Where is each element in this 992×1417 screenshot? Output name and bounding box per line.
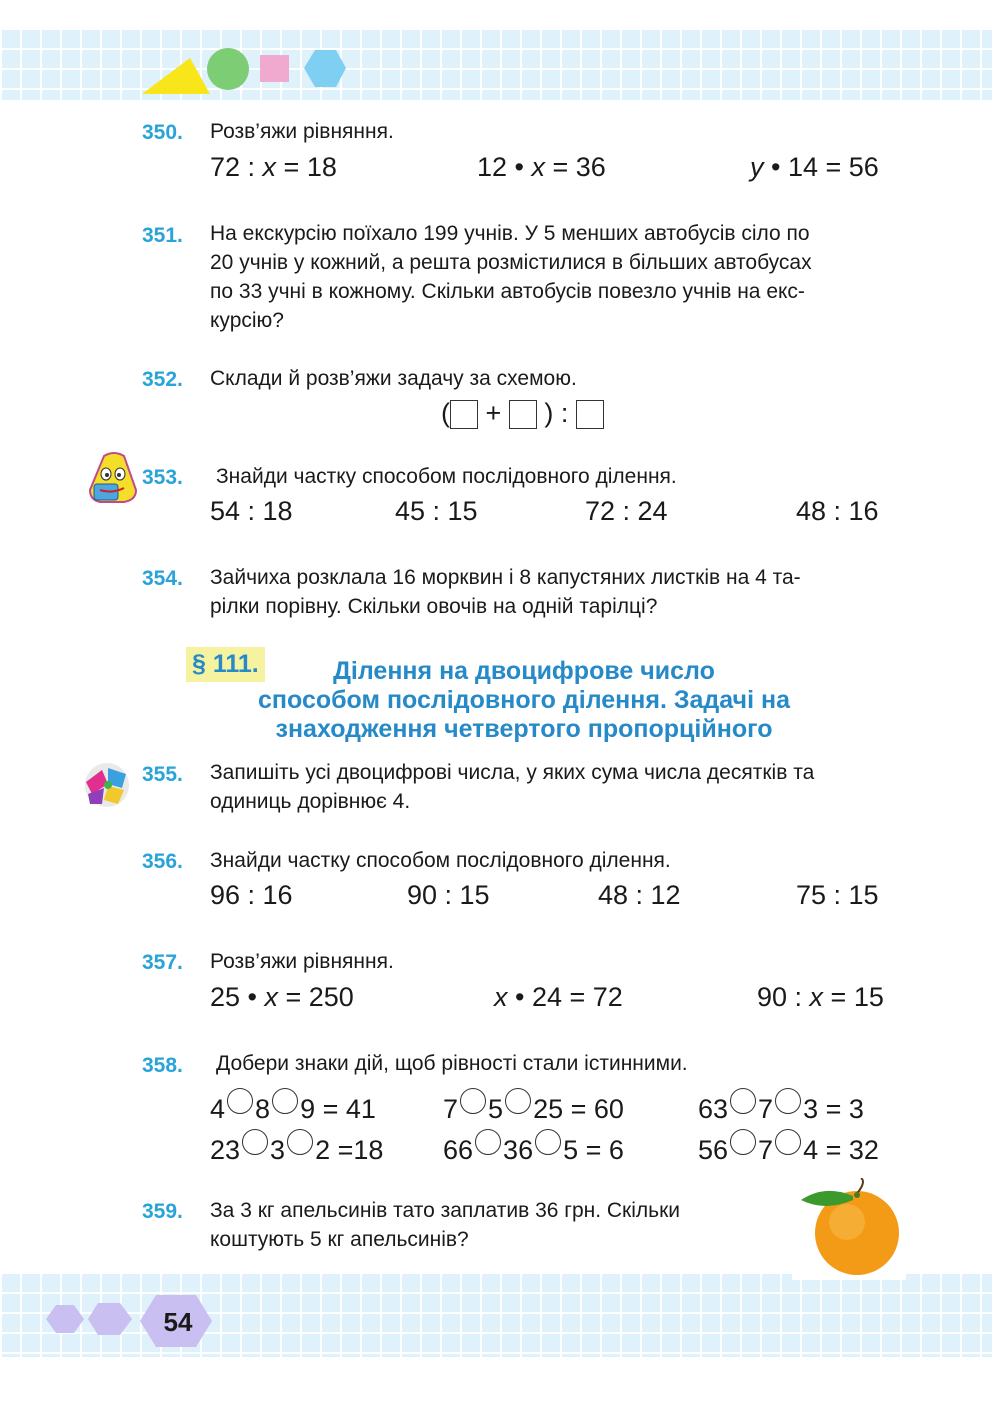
division-item: 96 : 16 (210, 880, 293, 910)
exercise-text: Зайчиха розклала 16 морквин і 8 капустяних листків на 4 та- рілки порівну. Скільки овочів на одній тарілці? (210, 566, 801, 618)
division-item: 45 : 15 (395, 496, 478, 526)
backpack-icon (84, 450, 142, 504)
shapes-decoration (138, 44, 350, 98)
blank-circle (242, 1129, 268, 1155)
circle-icon (207, 48, 249, 90)
division-item: 48 : 12 (598, 880, 681, 910)
equation: y • 14 = 56 (750, 152, 879, 182)
exercise-number: 350. (142, 121, 183, 144)
blank-circle (775, 1129, 801, 1155)
operation-puzzle: 56 7 4 = 32 (698, 1129, 879, 1166)
exercise-text: Знайди частку способом послідовного ділення. (216, 465, 677, 488)
blank-circle (730, 1129, 756, 1155)
exercise-number: 358. (142, 1054, 183, 1077)
empty-box (450, 400, 478, 429)
blank-circle (272, 1088, 298, 1114)
exercise-text: На екскурсію поїхало 199 учнів. У 5 менших автобусів сіло по 20 учнів у кожний, а решта розмістилися в більших автобусах по 33 учні в кожному. Скільки автобусів повезло учнів на екс- курсію? (210, 222, 812, 332)
exercise-number: 354. (142, 567, 183, 590)
orange-icon (795, 1178, 907, 1278)
scheme-expression: ( + ) : (441, 398, 604, 429)
operation-puzzle: 63 7 3 = 3 (698, 1088, 864, 1125)
page-number: 54 (163, 1307, 193, 1337)
operation-puzzle: 66 36 5 = 6 (443, 1129, 624, 1166)
blank-circle (730, 1088, 756, 1114)
operation-puzzle: 23 3 2 =18 (210, 1129, 383, 1166)
blank-circle (460, 1088, 486, 1114)
equation: x • 24 = 72 (494, 982, 623, 1012)
puzzle-icon (78, 760, 136, 810)
empty-box (576, 400, 604, 429)
exercise-number: 353. (142, 466, 183, 489)
equation: 72 : x = 18 (210, 152, 337, 182)
exercise-text: Добери знаки дій, щоб рівності стали істинними. (216, 1052, 688, 1075)
division-item: 72 : 24 (585, 496, 668, 526)
section-badge: § 111. (186, 647, 265, 682)
division-item: 48 : 16 (796, 496, 879, 526)
section-title: Ділення на двоцифрове число способом послідовного ділення. Задачі на знаходження четвертого пропорційного (258, 657, 790, 743)
square-icon (260, 55, 289, 82)
equation: 25 • x = 250 (210, 982, 354, 1012)
hexagon-icon (46, 1305, 84, 1333)
hexagon-icon (88, 1303, 132, 1335)
division-item: 75 : 15 (796, 880, 879, 910)
exercise-text: Розв’яжи рівняння. (210, 120, 394, 143)
hexagon-icon (304, 50, 346, 87)
exercise-text: Склади й розв’яжи задачу за схемою. (210, 367, 577, 390)
blank-circle (505, 1088, 531, 1114)
exercise-number: 359. (142, 1200, 183, 1223)
exercise-number: 352. (142, 368, 183, 391)
operation-puzzle: 7 5 25 = 60 (443, 1088, 624, 1125)
empty-box (509, 400, 537, 429)
triangle-icon (142, 58, 210, 94)
equation: 12 • x = 36 (477, 152, 606, 182)
blank-circle (227, 1088, 253, 1114)
exercise-number: 356. (142, 850, 183, 873)
exercise-number: 357. (142, 951, 183, 974)
exercise-text: За 3 кг апельсинів тато заплатив 36 грн. Скільки коштують 5 кг апельсинів? (210, 1199, 681, 1251)
exercise-number: 351. (142, 224, 183, 247)
exercise-text: Запишіть усі двоцифрові числа, у яких сума числа десятків та одиниць дорівнює 4. (210, 761, 815, 813)
operation-puzzle: 4 8 9 = 41 (210, 1088, 376, 1125)
division-item: 90 : 15 (407, 880, 490, 910)
equation: 90 : x = 15 (757, 982, 884, 1012)
exercise-text: Знайди частку способом послідовного ділення. (210, 849, 671, 872)
blank-circle (475, 1129, 501, 1155)
exercise-text: Розв’яжи рівняння. (210, 950, 394, 973)
blank-circle (535, 1129, 561, 1155)
exercise-number: 355. (142, 763, 183, 786)
blank-circle (287, 1129, 313, 1155)
division-item: 54 : 18 (210, 496, 293, 526)
blank-circle (775, 1088, 801, 1114)
